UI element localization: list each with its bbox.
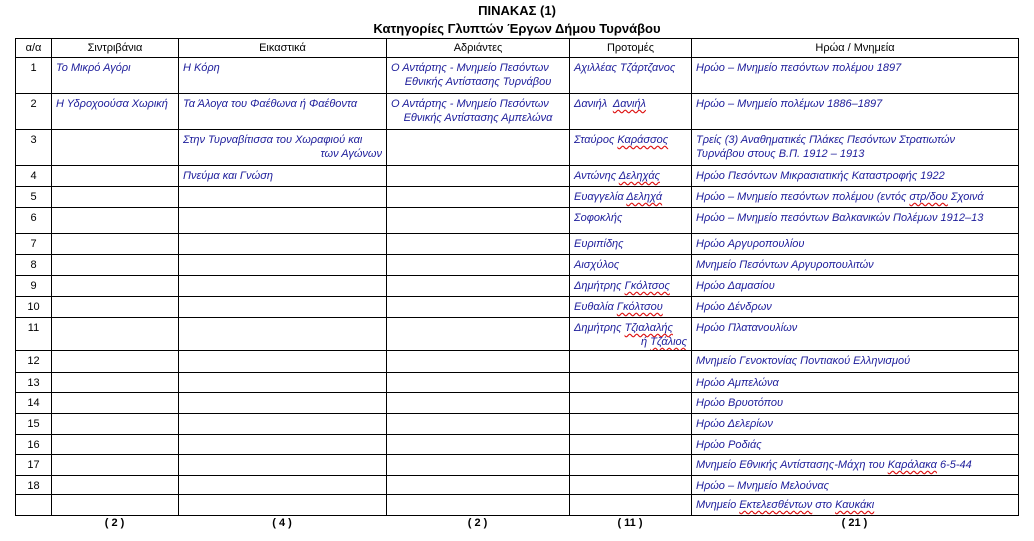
- monument-part: Καυκάκι: [835, 499, 875, 511]
- row-number: 2: [16, 94, 52, 130]
- monument-text: Ηρώο Πεσόντων Μικρασιατικής Καταστροφής 1922: [696, 170, 945, 182]
- monument-cell: [692, 234, 1019, 255]
- bust-text: Αισχύλος: [574, 259, 620, 271]
- monument-cell: [692, 187, 1019, 208]
- monument-line: Τρείς (3) Αναθηματικές Πλάκες Πεσόντων Στρατιωτών: [696, 134, 956, 146]
- fountain-cell: [52, 234, 179, 255]
- monument-cell: [692, 455, 1019, 476]
- monument-text: Μνημείο Γενοκτονίας Ποντιακού Ελληνισμού: [696, 355, 911, 367]
- bust-cell: [570, 297, 692, 318]
- bust-cell: [570, 476, 692, 495]
- table-row: [16, 414, 1019, 435]
- row-number: 3: [16, 130, 52, 166]
- bust-cell: [570, 495, 692, 516]
- bust-text: [574, 297, 687, 314]
- total-busts: ( 11 ): [617, 517, 643, 529]
- row-number: 13: [16, 373, 52, 393]
- total-monuments: ( 21 ): [841, 517, 868, 529]
- bust-part: Δημήτρης: [574, 322, 622, 334]
- table-row: [16, 234, 1019, 255]
- table-row: [16, 435, 1019, 455]
- art-cell: [179, 297, 387, 318]
- bust-part: Ευθαλία: [574, 301, 614, 313]
- bust-part: Δεληχάς: [618, 170, 660, 182]
- bust-text: Ευριπίδης: [574, 238, 624, 250]
- statue-cell: [387, 393, 570, 414]
- table-row: [16, 58, 1019, 94]
- monument-text: Ηρώο – Μνημείο Μελούνας: [696, 480, 829, 492]
- monument-part: Ηρώο – Μνημείο πεσόντων πολέμου (εντός: [696, 191, 910, 203]
- bust-part: Δανιήλ: [612, 98, 646, 110]
- fountain-cell: [52, 166, 179, 187]
- monument-cell: [692, 476, 1019, 495]
- art-cell: [179, 255, 387, 276]
- header-index: α/α: [16, 39, 52, 58]
- table-row: [16, 187, 1019, 208]
- monument-cell: [692, 435, 1019, 455]
- header-art: Εικαστικά: [179, 39, 387, 58]
- row-number: 15: [16, 414, 52, 435]
- monument-cell: [692, 414, 1019, 435]
- art-cell: [179, 476, 387, 495]
- bust-line: [574, 318, 687, 335]
- monument-cell: [692, 495, 1019, 516]
- monument-text: [696, 187, 1014, 204]
- statue-cell: [387, 435, 570, 455]
- fountain-cell: [52, 255, 179, 276]
- fountain-cell: [52, 130, 179, 166]
- fountain-cell: [52, 94, 179, 130]
- monument-cell: [692, 208, 1019, 234]
- art-line: Στην Τυρναβίτισσα του Χωραφιού και: [183, 134, 363, 146]
- art-cell: [179, 276, 387, 297]
- fountain-cell: [52, 318, 179, 351]
- table-row: [16, 94, 1019, 130]
- sculptures-table: [15, 38, 1019, 516]
- fountain-cell: [52, 208, 179, 234]
- monument-cell: [692, 255, 1019, 276]
- fountain-cell: [52, 297, 179, 318]
- art-text: Η Κόρη: [183, 62, 220, 74]
- statue-cell: [387, 297, 570, 318]
- bust-cell: [570, 166, 692, 187]
- monument-cell: [692, 393, 1019, 414]
- bust-cell: [570, 373, 692, 393]
- monument-part: 6-5-44: [936, 459, 972, 471]
- bust-text: Σοφοκλής: [574, 212, 623, 224]
- row-number: 1: [16, 58, 52, 94]
- header-busts: Προτομές: [570, 39, 692, 58]
- statue-cell: [387, 495, 570, 516]
- bust-cell: [570, 351, 692, 373]
- monument-part: Σχοινά: [947, 191, 984, 203]
- table-row: [16, 166, 1019, 187]
- header-row: [16, 39, 1019, 58]
- monument-text: Ηρώο Ροδιάς: [696, 439, 762, 451]
- bust-cell: [570, 435, 692, 455]
- art-cell: [179, 234, 387, 255]
- monument-part: Μνημείο Εθνικής Αντίστασης-Μάχη του: [696, 459, 888, 471]
- fountain-cell: [52, 495, 179, 516]
- monument-cell: [692, 297, 1019, 318]
- bust-text: [574, 94, 687, 111]
- bust-part: Σταύρος: [574, 134, 615, 146]
- bust-cell: [570, 276, 692, 297]
- monument-line: Τυρνάβου στους Β.Π. 1912 – 1913: [696, 148, 865, 160]
- statue-cell: [387, 351, 570, 373]
- statue-cell: [387, 94, 570, 130]
- bust-cell: [570, 234, 692, 255]
- bust-part: Αντώνης: [574, 170, 617, 182]
- fountain-text: Το Μικρό Αγόρι: [56, 62, 131, 74]
- statue-cell: [387, 130, 570, 166]
- statue-cell: [387, 187, 570, 208]
- bust-text: Αχιλλέας Τζάρτζανος: [574, 62, 676, 74]
- table-row: [16, 130, 1019, 166]
- art-cell: [179, 318, 387, 351]
- art-line: των Αγώνων: [320, 148, 382, 160]
- row-number: 17: [16, 455, 52, 476]
- fountain-cell: [52, 414, 179, 435]
- monument-text: Ηρώο Δελερίων: [696, 418, 773, 430]
- bust-part: Καράσσος: [617, 134, 669, 146]
- statue-cell: [387, 166, 570, 187]
- total-fountains: ( 2 ): [104, 517, 125, 529]
- row-number: 8: [16, 255, 52, 276]
- art-cell: [179, 187, 387, 208]
- bust-cell: [570, 58, 692, 94]
- monument-text: Ηρώο – Μνημείο πολέμων 1886–1897: [696, 98, 883, 110]
- table-row: [16, 373, 1019, 393]
- monument-cell: [692, 373, 1019, 393]
- art-cell: [179, 166, 387, 187]
- row-number: 5: [16, 187, 52, 208]
- row-number: 14: [16, 393, 52, 414]
- fountain-cell: [52, 455, 179, 476]
- row-number: [16, 495, 52, 516]
- table-row: [16, 455, 1019, 476]
- monument-part: Καράλακα: [887, 459, 937, 471]
- art-cell: [179, 414, 387, 435]
- monument-text: Ηρώο Αμπελώνα: [696, 377, 779, 389]
- art-cell: [179, 455, 387, 476]
- bust-text: [574, 166, 687, 183]
- table-subtitle: Κατηγορίες Γλυπτών Έργων Δήμου Τυρνάβου: [373, 21, 661, 36]
- monument-cell: [692, 166, 1019, 187]
- monument-cell: [692, 351, 1019, 373]
- bust-cell: [570, 255, 692, 276]
- fountain-text: Η Υδροχοούσα Χωρική: [56, 98, 168, 110]
- statue-cell: [387, 476, 570, 495]
- bust-part: Δεληχά: [626, 191, 663, 203]
- monument-cell: [692, 94, 1019, 130]
- fountain-cell: [52, 373, 179, 393]
- monument-text: Ηρώο Δαμασίου: [696, 280, 775, 292]
- bust-part: Ευαγγελία: [574, 191, 624, 203]
- table-row: [16, 276, 1019, 297]
- art-cell: [179, 351, 387, 373]
- monument-text: Ηρώο Βρυοτόπου: [696, 397, 784, 409]
- bust-part: Γκόλτσος: [624, 280, 670, 292]
- fountain-cell: [52, 187, 179, 208]
- table-row: [16, 393, 1019, 414]
- table-row: [16, 208, 1019, 234]
- art-cell: [179, 373, 387, 393]
- row-number: 11: [16, 318, 52, 351]
- row-number: 9: [16, 276, 52, 297]
- bust-part: Τζιαλαλής: [624, 322, 673, 334]
- row-number: 16: [16, 435, 52, 455]
- bust-cell: [570, 414, 692, 435]
- statue-cell: [387, 455, 570, 476]
- row-number: 18: [16, 476, 52, 495]
- bust-line: [574, 335, 687, 349]
- art-cell: [179, 130, 387, 166]
- bust-cell: [570, 94, 692, 130]
- bust-text: [574, 187, 687, 204]
- art-cell: [179, 393, 387, 414]
- art-cell: [179, 495, 387, 516]
- monument-text: Ηρώο – Μνημείο πεσόντων Βαλκανικών Πολέμων 1912–13: [696, 212, 984, 224]
- row-number: 10: [16, 297, 52, 318]
- row-number: 12: [16, 351, 52, 373]
- monument-text: Ηρώο Αργυροπουλίου: [696, 238, 805, 250]
- fountain-cell: [52, 393, 179, 414]
- bust-part: Δημήτρης: [574, 280, 622, 292]
- monument-part: στο: [812, 499, 836, 511]
- header-monuments: Ηρώα / Μνημεία: [692, 39, 1019, 58]
- art-cell: [179, 435, 387, 455]
- bust-cell: [570, 455, 692, 476]
- statue-cell: [387, 373, 570, 393]
- row-number: 7: [16, 234, 52, 255]
- fountain-cell: [52, 58, 179, 94]
- fountain-cell: [52, 435, 179, 455]
- table-row: [16, 297, 1019, 318]
- statue-line: Εθνικής Αντίστασης Τυρνάβου: [404, 76, 552, 88]
- fountain-cell: [52, 276, 179, 297]
- art-cell: [179, 208, 387, 234]
- monument-part: στρ/δου: [909, 191, 948, 203]
- statue-line: Εθνικής Αντίστασης Αμπελώνα: [403, 112, 553, 124]
- monument-text: [696, 495, 1014, 512]
- statue-cell: [387, 414, 570, 435]
- table-row: [16, 351, 1019, 373]
- table-title: ΠΙΝΑΚΑΣ (1): [478, 3, 556, 18]
- fountain-cell: [52, 476, 179, 495]
- total-art: ( 4 ): [272, 517, 292, 529]
- bust-cell: [570, 130, 692, 166]
- statue-cell: [387, 58, 570, 94]
- table-row: [16, 495, 1019, 516]
- art-cell: [179, 94, 387, 130]
- art-text: Πνεύμα και Γνώση: [183, 170, 273, 182]
- monument-text: Ηρώο – Μνημείο πεσόντων πολέμου 1897: [696, 62, 902, 74]
- monument-part: Μνημείο: [696, 499, 740, 511]
- statue-line: Ο Αντάρτης - Μνημείο Πεσόντων: [391, 62, 549, 74]
- statue-cell: [387, 318, 570, 351]
- header-fountains: Σιντριβάνια: [52, 39, 179, 58]
- monument-text: Ηρώο Δένδρων: [696, 301, 772, 313]
- bust-text: [574, 130, 687, 147]
- statue-cell: [387, 255, 570, 276]
- bust-text: [574, 276, 687, 293]
- bust-cell: [570, 318, 692, 351]
- table-row: [16, 255, 1019, 276]
- bust-cell: [570, 208, 692, 234]
- statue-line: Ο Αντάρτης - Μνημείο Πεσόντων: [391, 98, 549, 110]
- total-statues: ( 2 ): [467, 517, 488, 529]
- art-cell: [179, 58, 387, 94]
- bust-part: Γκόλτσου: [616, 301, 663, 313]
- header-statues: Αδριάντες: [387, 39, 570, 58]
- statue-cell: [387, 234, 570, 255]
- monument-cell: [692, 58, 1019, 94]
- row-number: 6: [16, 208, 52, 234]
- art-text: Τα Άλογα του Φαέθωνα ή Φαέθοντα: [183, 98, 358, 110]
- monument-cell: [692, 276, 1019, 297]
- bust-cell: [570, 187, 692, 208]
- monument-cell: [692, 318, 1019, 351]
- row-number: 4: [16, 166, 52, 187]
- bust-cell: [570, 393, 692, 414]
- fountain-cell: [52, 351, 179, 373]
- monument-cell: [692, 130, 1019, 166]
- monument-part: Εκτελεσθέντων: [739, 499, 813, 511]
- monument-text: [696, 455, 1014, 472]
- bust-part: Τζάλιος: [650, 336, 687, 348]
- bust-part: Δανιήλ: [574, 98, 608, 110]
- bust-part: ή: [640, 336, 648, 348]
- monument-text: Ηρώο Πλατανουλίων: [696, 322, 798, 334]
- table-row: [16, 476, 1019, 495]
- statue-cell: [387, 276, 570, 297]
- monument-text: Μνημείο Πεσόντων Αργυροπουλιτών: [696, 259, 874, 271]
- statue-cell: [387, 208, 570, 234]
- table-row: [16, 318, 1019, 351]
